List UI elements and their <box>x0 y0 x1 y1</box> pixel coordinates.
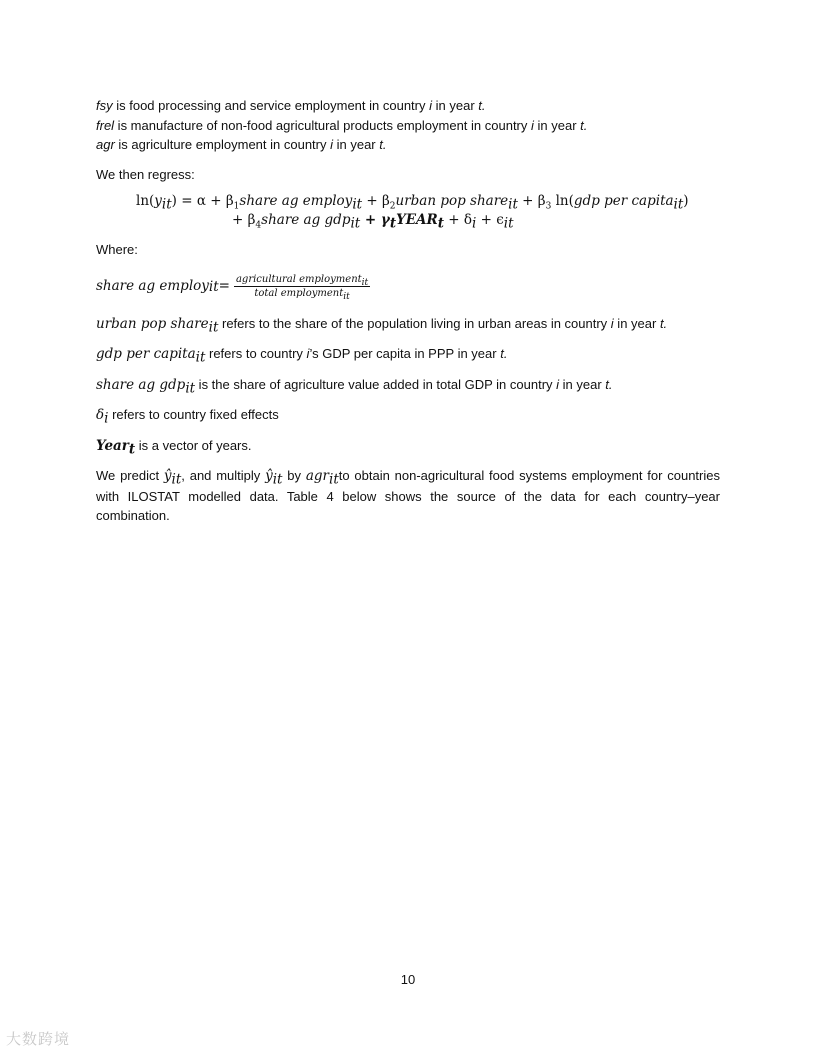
fraction <box>234 273 370 300</box>
document-body <box>96 96 720 526</box>
share-ag-employ-definition: share ag employ it = $\frac{agricultural employment_{it}}{total employment_{it}}$ <box>96 274 369 302</box>
gdp-definition <box>96 344 720 365</box>
var-i: i <box>429 98 433 113</box>
eq-delta: δ <box>96 407 105 423</box>
definition-text: is a vector of years. <box>135 437 252 453</box>
delta-definition <box>96 405 720 426</box>
eq-y: y <box>154 193 162 209</box>
definition-frel <box>96 116 720 136</box>
definition-text: is agriculture employment in country <box>114 137 331 152</box>
eq-ln: ln( <box>136 193 155 209</box>
eq-sub: 4 <box>255 220 262 231</box>
paragraph-text: to obtain non-agricultural food systems employment for countries with ILOSTAT modelled data. Table 4 below shows the source of the data for each country–year combination. <box>96 468 720 523</box>
eq-term: share ag employ <box>96 277 209 294</box>
eq-sub: 3 <box>545 201 552 212</box>
page-number: 10 <box>400 972 416 987</box>
eq-epsilon: + ϵ <box>476 212 504 228</box>
eq-sub: it <box>673 196 684 213</box>
var-t: t. <box>605 376 613 392</box>
eq-delta: + δ <box>443 212 472 228</box>
equation-line-2 <box>232 211 514 231</box>
eq-sub: i <box>472 215 477 232</box>
eq-sub: it <box>503 215 514 232</box>
paragraph-text: , and multiply <box>181 468 266 483</box>
eq-sub: it <box>171 471 182 488</box>
eq-sub: 1 <box>233 201 240 212</box>
eq-paren: ) <box>171 193 177 209</box>
definition-text: ’s GDP per capita in PPP in year <box>309 346 501 361</box>
term-fsy: fsy <box>96 98 113 113</box>
eq-op: + β <box>232 212 256 228</box>
definition-text: is food processing and service employment in country <box>112 98 430 113</box>
paragraph-text: by <box>282 468 306 483</box>
var-i: i <box>330 137 333 152</box>
eq-sub: it <box>350 215 361 232</box>
eq-sub: it <box>272 471 283 488</box>
eq-ln: ln( <box>551 193 574 209</box>
definition-text: in year <box>533 117 581 133</box>
equation-line-1 <box>136 192 689 212</box>
var-i: i <box>306 346 310 361</box>
eq-sub: it <box>329 471 339 488</box>
predict-paragraph <box>96 466 720 526</box>
eq-term: share ag gdp <box>96 376 186 393</box>
term-agr: agr <box>96 137 115 152</box>
eq-sub: it <box>185 380 196 397</box>
eq-op: + β <box>517 193 546 209</box>
definition-text: is the share of agriculture value added in total GDP in country <box>195 376 557 392</box>
definition-text: refers to country fixed effects <box>108 407 279 422</box>
eq-equals: = <box>218 277 230 294</box>
regression-equation <box>96 192 720 232</box>
eq-alpha: = α + β <box>176 193 234 209</box>
eq-paren: ) <box>683 193 689 209</box>
var-i: i <box>556 376 560 392</box>
eq-term: share ag gdp <box>261 212 351 228</box>
numerator-text: agricultural employment <box>235 274 362 285</box>
var-t: t. <box>379 137 387 152</box>
eq-term: gdp per capita <box>573 193 674 209</box>
eq-sub: it <box>508 196 518 213</box>
fraction-denominator <box>252 287 351 300</box>
eq-agr: agr <box>305 468 329 484</box>
eq-sub: it <box>352 196 363 213</box>
definition-text: is manufacture of non-food agricultural products employment in country <box>114 117 531 133</box>
share-ag-gdp-definition <box>96 375 720 396</box>
regress-intro: We then regress: <box>96 166 195 182</box>
eq-sub: it <box>195 349 206 366</box>
eq-year: YEAR <box>396 212 438 228</box>
eq-op: + β <box>362 193 390 209</box>
var-i: i <box>610 315 614 331</box>
fraction-numerator <box>234 273 370 287</box>
eq-sub: it <box>361 278 369 288</box>
definition-text: in year <box>559 376 606 392</box>
definition-text: in year <box>613 315 660 331</box>
definition-text: in year <box>432 98 479 113</box>
paragraph-text: We predict <box>96 468 164 483</box>
definition-agr <box>96 135 720 155</box>
term-frel: frel <box>96 117 115 133</box>
definition-fsy <box>96 96 720 116</box>
eq-sub: t <box>389 215 397 232</box>
var-t: t. <box>478 98 486 113</box>
eq-sub: it <box>208 319 219 336</box>
var-i: i <box>531 117 534 133</box>
eq-yhat: ŷ <box>163 468 172 484</box>
var-t: t. <box>500 346 508 361</box>
eq-term: urban pop share <box>96 315 209 332</box>
eq-term: gdp per capita <box>96 346 196 362</box>
eq-sub: i <box>104 410 109 427</box>
definition-text: in year <box>333 137 380 152</box>
eq-sub: t <box>128 441 136 458</box>
eq-sub: it <box>161 196 172 213</box>
definition-text: refers to the share of the population living in urban areas in country <box>218 315 611 331</box>
eq-year: Year <box>96 437 129 454</box>
denominator-text: total employment <box>254 288 344 299</box>
eq-sub: t <box>437 215 444 232</box>
year-definition <box>96 436 720 457</box>
where-label: Where: <box>96 242 138 257</box>
eq-sub: it <box>343 292 350 302</box>
urban-definition <box>96 314 720 335</box>
definition-text: refers to country <box>205 346 307 361</box>
watermark: 大数跨境 <box>6 1031 71 1048</box>
var-t: t. <box>580 117 588 133</box>
eq-yhat-wide: ŷ <box>265 468 273 484</box>
eq-term: urban pop share <box>395 193 509 209</box>
eq-sub: 2 <box>389 201 396 212</box>
var-t: t. <box>659 315 668 331</box>
eq-gamma: + γ <box>360 212 390 228</box>
eq-term: share ag employ <box>239 193 353 209</box>
